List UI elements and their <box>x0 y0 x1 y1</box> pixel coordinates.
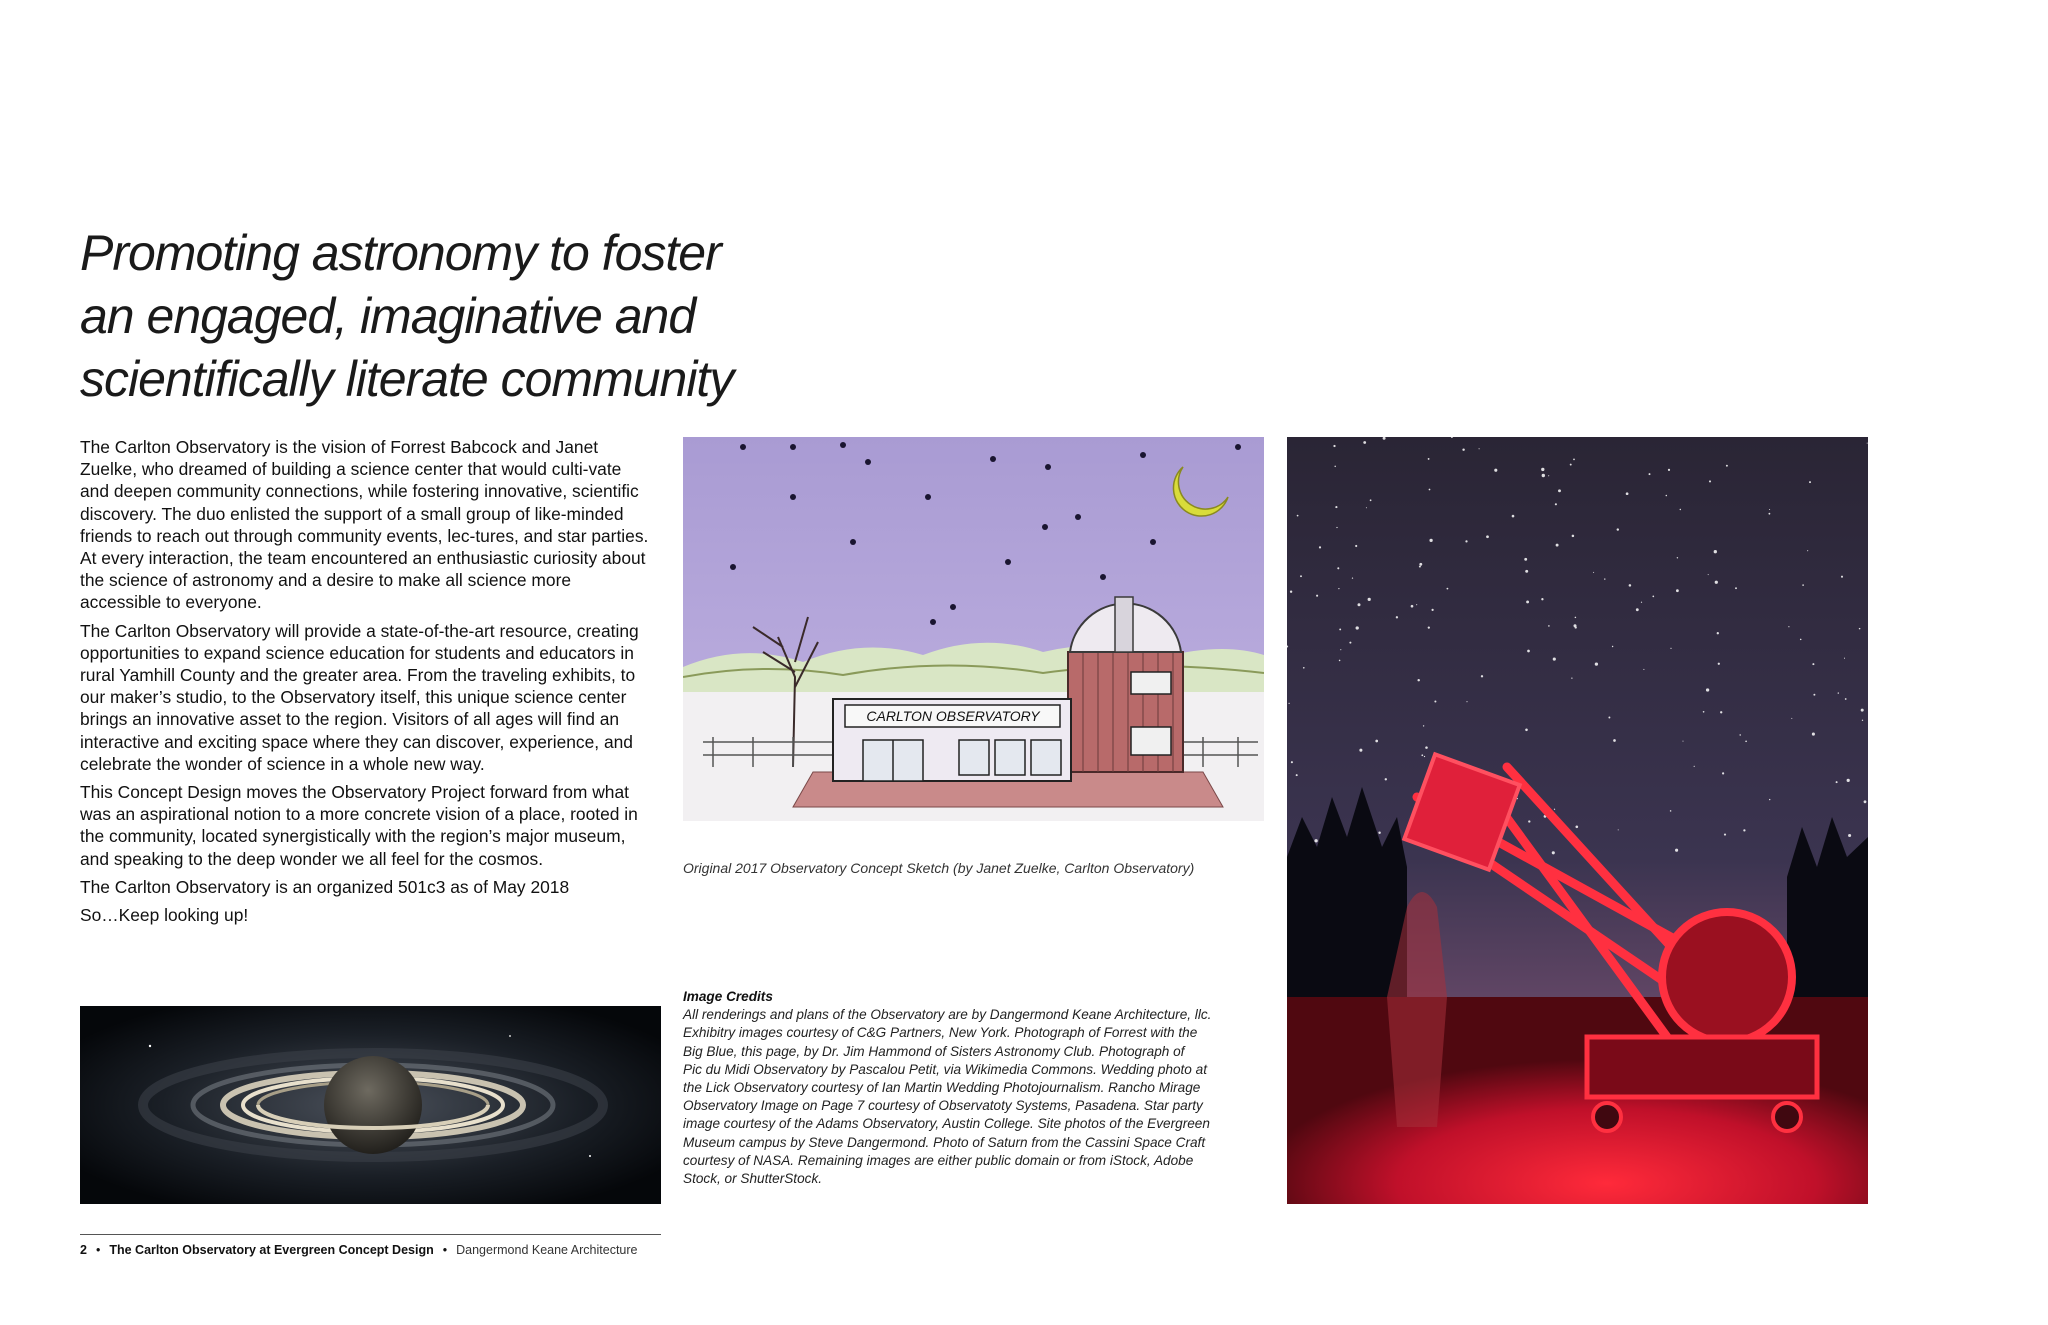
footer-author: Dangermond Keane Architecture <box>456 1243 638 1257</box>
body-paragraph-4: The Carlton Observatory is an organized 501c3 as of May 2018 <box>80 876 570 897</box>
headline-line-2: an engaged, imaginative and <box>80 288 696 344</box>
body-paragraph-3: This Concept Design moves the Observatory Project forward from what was an aspirational notion to a more concrete vision of a place, rooted in the community, located synergistically with the region’s major museum, and speaking to the deep wonder we all feel for the cosmos. <box>80 782 638 869</box>
image-credits-title: Image Credits <box>683 989 773 1004</box>
observatory-concept-sketch <box>683 437 1264 821</box>
image-credits-text: All renderings and plans of the Observatory are by Dangermond Keane Architecture, llc. Exhibitry images courtesy of C&G Partners, New York. Photograph of Forrest with the Big Blue, this page, by Dr. Jim Hammond of Sisters Astronomy Club. Photograph of Pic du Midi Observatory by Pascalou Petit, via Wikimedia Commons. Wedding photo at the Lick Observatory courtesy of Ian Martin Wedding Photojournalism. Rancho Mirage Observatory Image on Page 7 courtesy of Observatoty Systems, Pasadena. Star party image courtesy of the Adams Observatory, Austin College. Site photos of the Evergreen Museum campus by Steve Dangermond. Photo of Saturn from the Cassini Space Craft courtesy of NASA. Remaining images are either public domain or from iStock, Adobe Stock, or ShutterStock. <box>683 1007 1212 1187</box>
sketch-caption: Original 2017 Observatory Concept Sketch (by Janet Zuelke, Carlton Observatory) <box>683 860 1195 876</box>
page-footer <box>80 1234 661 1257</box>
saturn-photo <box>80 1006 661 1204</box>
body-paragraph-5: So…Keep looking up! <box>80 905 249 926</box>
telescope-night-photo <box>1287 437 1868 1204</box>
footer-separator: • <box>95 1243 101 1257</box>
body-paragraph-2: The Carlton Observatory will provide a state-of-the-art resource, creating opportunities to expand science education for students and educators in rural Yamhill County and the greater area. From the traveling exhibits, to our maker’s studio, to the Observatory itself, this unique science center brings an innovative asset to the region. Visitors of all ages will find an interactive and exciting space where they can discover, experience, and celebrate the wonder of science in a whole new way. <box>80 620 639 774</box>
footer-separator: • <box>442 1243 448 1257</box>
headline-line-3: scientifically literate community <box>80 351 734 407</box>
image-credits <box>683 988 1258 1188</box>
page-headline <box>80 222 734 411</box>
page-number: 2 <box>80 1243 87 1257</box>
sketch-sign-text: CARLTON OBSERVATORY <box>866 708 1040 724</box>
intro-body <box>80 436 652 932</box>
headline-line-1: Promoting astronomy to foster <box>80 225 721 281</box>
body-paragraph-1: The Carlton Observatory is the vision of Forrest Babcock and Janet Zuelke, who dreamed of building a science center that would culti-vate and deepen community connections, while fostering innovative, scientific discovery. The duo enlisted the support of a small group of like-minded friends to reach out through community events, lec-tures, and star parties. At every interaction, the team encountered an enthusiastic curiosity about the science of astronomy and a desire to make all science more accessible to everyone. <box>80 437 649 613</box>
footer-doc-title: The Carlton Observatory at Evergreen Concept Design <box>109 1243 434 1257</box>
